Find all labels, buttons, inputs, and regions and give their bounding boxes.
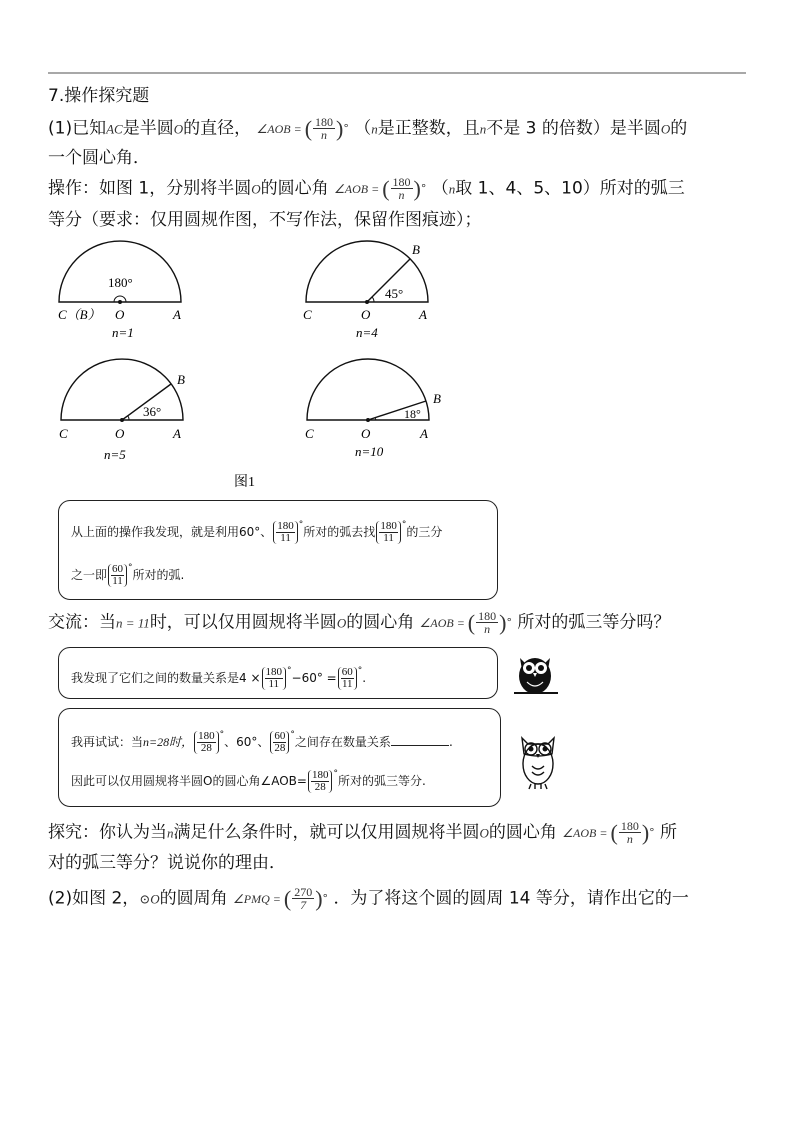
denominator: 28 — [274, 742, 286, 754]
denominator: 28 — [314, 781, 326, 793]
angle-label: 18° — [404, 407, 421, 421]
degree-sign: ° — [298, 520, 304, 530]
text: 的 — [670, 118, 688, 139]
numerator: 180 — [380, 520, 397, 532]
question-number: 7. — [48, 86, 65, 106]
denominator: 11 — [112, 575, 123, 587]
label-o: O — [115, 307, 125, 322]
fraction — [476, 610, 498, 635]
exchange-line — [48, 610, 670, 636]
text: 所对的弧三等分吗？ — [517, 612, 671, 633]
point-o: O — [660, 121, 671, 137]
degree-sign: ° — [401, 520, 407, 530]
operation-line2: 等分（要求：仅用圆规作图，不写作法，保留作图痕迹）； — [48, 210, 482, 230]
label-a: A — [173, 307, 181, 322]
figure-1 — [0, 0, 794, 500]
degree-sign: ° — [333, 769, 338, 779]
point-o: O — [173, 121, 184, 137]
relation-bubble — [58, 647, 498, 699]
text: . — [362, 671, 367, 685]
text: 交流：当 — [48, 612, 116, 633]
explore-line2: 对的弧三等分？说说你的理由． — [48, 853, 286, 873]
numerator: 60 — [274, 730, 286, 742]
text: 是正整数，且 — [377, 118, 480, 139]
label-n10: n=10 — [355, 444, 384, 459]
question-title-text: 操作探究题 — [64, 86, 150, 106]
numerator: 60 — [112, 563, 124, 575]
semicircle-n1 — [59, 241, 181, 302]
text: 操作：如图 1，分别将半圆 — [48, 178, 252, 199]
angle-label: 180° — [108, 275, 133, 290]
angle-label: 36° — [143, 404, 162, 419]
angle-label: ∠AOB = — [562, 825, 608, 840]
numerator: 180 — [315, 115, 334, 129]
circle-symbol: ⊙ — [139, 891, 151, 907]
denominator: n — [626, 832, 633, 846]
text: 的圆周角 — [159, 888, 228, 909]
degree-sign: ° — [287, 666, 292, 676]
label-c: C — [59, 426, 68, 441]
degree-sign: ° — [420, 181, 427, 195]
degree-sign: ° — [649, 825, 655, 839]
text: 的圆心角 — [488, 822, 557, 843]
fraction — [262, 667, 287, 690]
label-a: A — [420, 426, 428, 441]
text: 之间存在数量关系 — [294, 735, 391, 749]
label-n5: n=5 — [104, 447, 126, 462]
numerator: 180 — [392, 175, 411, 189]
text: ．为了将这个圆的圆周 14 等分，请作出它的一 — [333, 888, 689, 909]
owl-outline-icon — [514, 728, 562, 790]
angle-label: 45° — [385, 286, 404, 301]
point-o: O — [150, 891, 160, 907]
text: = — [326, 671, 337, 685]
denominator: n — [398, 188, 405, 202]
denominator: 11 — [268, 678, 280, 690]
bubble1-line1 — [71, 515, 485, 544]
point-o: O — [336, 615, 347, 631]
numerator: 180 — [198, 730, 215, 742]
denominator: 11 — [280, 532, 291, 544]
denominator: 11 — [383, 532, 394, 544]
center-dot — [120, 418, 124, 422]
text: 取 1、4、5、10）所对的弧三 — [455, 178, 685, 199]
label-c-b: C（B） — [58, 307, 101, 322]
part2-line1 — [48, 886, 689, 912]
text: 探究：你认为当 — [48, 822, 167, 843]
fraction — [273, 521, 298, 544]
bubble3-line2 — [71, 764, 488, 793]
angle-formula: ∠AOB = ( $\frac{180}{n}$ ) ° — [334, 175, 427, 202]
text: （ — [354, 118, 372, 139]
part1-label: (1) — [48, 118, 73, 139]
angle-label: ∠AOB = — [419, 615, 465, 630]
label-a: A — [173, 426, 181, 441]
text: 、 — [257, 735, 270, 749]
condition: n=28时， — [143, 735, 194, 749]
degree-sign: ° — [290, 730, 295, 740]
degree-sign: ° — [343, 121, 349, 135]
fraction — [194, 731, 219, 754]
degree-sign: ° — [357, 666, 363, 676]
label-b: B — [433, 391, 441, 406]
text: 所 — [660, 822, 678, 843]
retry-bubble — [58, 708, 501, 807]
point-o: O — [251, 181, 261, 197]
angle-formula: ∠AOB = ( $\frac{180}{n}$ ) ° — [562, 819, 655, 846]
semicircle-n4 — [306, 241, 428, 302]
text: 所对的弧去找 — [303, 525, 376, 539]
angle-formula: ∠PMQ = ( $\frac{270}{7}$ ) ° — [233, 885, 329, 912]
text: 不是 3 的倍数）是半圆 — [486, 118, 661, 139]
fraction — [270, 731, 289, 754]
semicircle-n5 — [61, 359, 183, 420]
text: 的三分 — [406, 525, 443, 539]
degree-sign: ° — [322, 891, 329, 905]
text: 因此可以仅用圆规将半圆O的圆心角∠AOB= — [71, 774, 307, 788]
label-n1: n=1 — [112, 325, 134, 340]
text: 、60° — [224, 735, 258, 749]
numerator: 180 — [620, 819, 639, 833]
numerator: 270 — [294, 885, 313, 899]
text: 已知 — [72, 118, 107, 139]
denominator: 7 — [300, 898, 307, 912]
label-n4: n=4 — [356, 325, 378, 340]
numerator: 180 — [265, 666, 283, 678]
denominator: 11 — [341, 678, 353, 690]
bubble2-line — [71, 661, 485, 690]
answer-blank[interactable] — [391, 733, 449, 746]
label-c: C — [303, 307, 312, 322]
bubble3-line1: 我再试试：当n=28时， $\frac{180}{28}$ °、60°、 $\frac{60}{28}$ °之间存在数量关系 . — [71, 730, 453, 754]
angle-label: ∠AOB = — [256, 121, 302, 136]
text: 我发现了它们之间的数量关系是4 × — [71, 671, 261, 685]
fraction — [108, 564, 127, 587]
point-o: O — [479, 825, 489, 841]
discovery-bubble — [58, 500, 498, 600]
text: 的圆心角 — [346, 612, 415, 633]
numerator: 180 — [277, 520, 294, 532]
fraction — [292, 886, 314, 911]
text: 是半圆 — [122, 118, 174, 139]
label-b: B — [177, 372, 185, 387]
text: 的圆心角 — [260, 178, 329, 199]
label-o: O — [115, 426, 125, 441]
angle-formula: ∠AOB = ( $\frac{180}{n}$ ) ° — [419, 609, 512, 636]
degree-sign: ° — [128, 563, 133, 573]
label-o: O — [361, 307, 371, 322]
text: 时，可以仅用圆规将半圆 — [149, 612, 337, 633]
text: (2)如图 2， — [48, 888, 140, 909]
angle-formula: ∠AOB = ( $\frac{180}{n}$ ) ° — [256, 115, 349, 142]
text: 满足什么条件时，就可以仅用圆规将半圆 — [173, 822, 480, 843]
denominator: n — [321, 128, 328, 142]
text: 的直径， — [183, 118, 252, 139]
part1-line2: 一个圆心角． — [48, 148, 150, 168]
figure-caption: 图1 — [234, 475, 255, 490]
var-n: n — [371, 121, 378, 137]
angle-label: ∠AOB = — [334, 181, 380, 196]
owl-icon — [510, 650, 560, 696]
text: 我再试试：当 — [71, 735, 144, 749]
text: −60° — [291, 671, 323, 685]
numerator: 60 — [341, 666, 353, 678]
fraction — [619, 820, 641, 845]
denominator: 28 — [200, 742, 212, 754]
fraction — [376, 521, 401, 544]
text: 所对的弧. — [132, 568, 185, 582]
denominator: n — [484, 622, 491, 636]
var-n: n — [167, 825, 174, 841]
var-n: n — [479, 121, 487, 137]
label-b: B — [412, 242, 420, 257]
explore-line1 — [48, 820, 677, 846]
text: 、 — [260, 525, 273, 539]
fraction — [308, 770, 333, 793]
angle-label: ∠PMQ = — [233, 891, 281, 906]
label-o: O — [361, 426, 371, 441]
bubble1-line2 — [71, 558, 485, 587]
text: 之一即 — [71, 568, 108, 582]
center-dot — [365, 300, 369, 304]
label-c: C — [305, 426, 314, 441]
condition: n = 11 — [116, 615, 150, 631]
center-dot — [366, 418, 370, 422]
label-a: A — [419, 307, 427, 322]
text: 从上面的操作我发现，就是利用60° — [71, 525, 261, 539]
center-dot — [118, 300, 122, 304]
degree-sign: ° — [506, 615, 512, 629]
text: 所对的弧三等分. — [337, 774, 426, 788]
numerator: 180 — [478, 609, 497, 623]
fraction — [338, 667, 357, 690]
text: （ — [431, 178, 449, 199]
var-n: n — [448, 181, 456, 197]
numerator: 180 — [311, 769, 329, 781]
segment-ac: AC — [106, 121, 123, 137]
degree-sign: ° — [219, 730, 225, 740]
